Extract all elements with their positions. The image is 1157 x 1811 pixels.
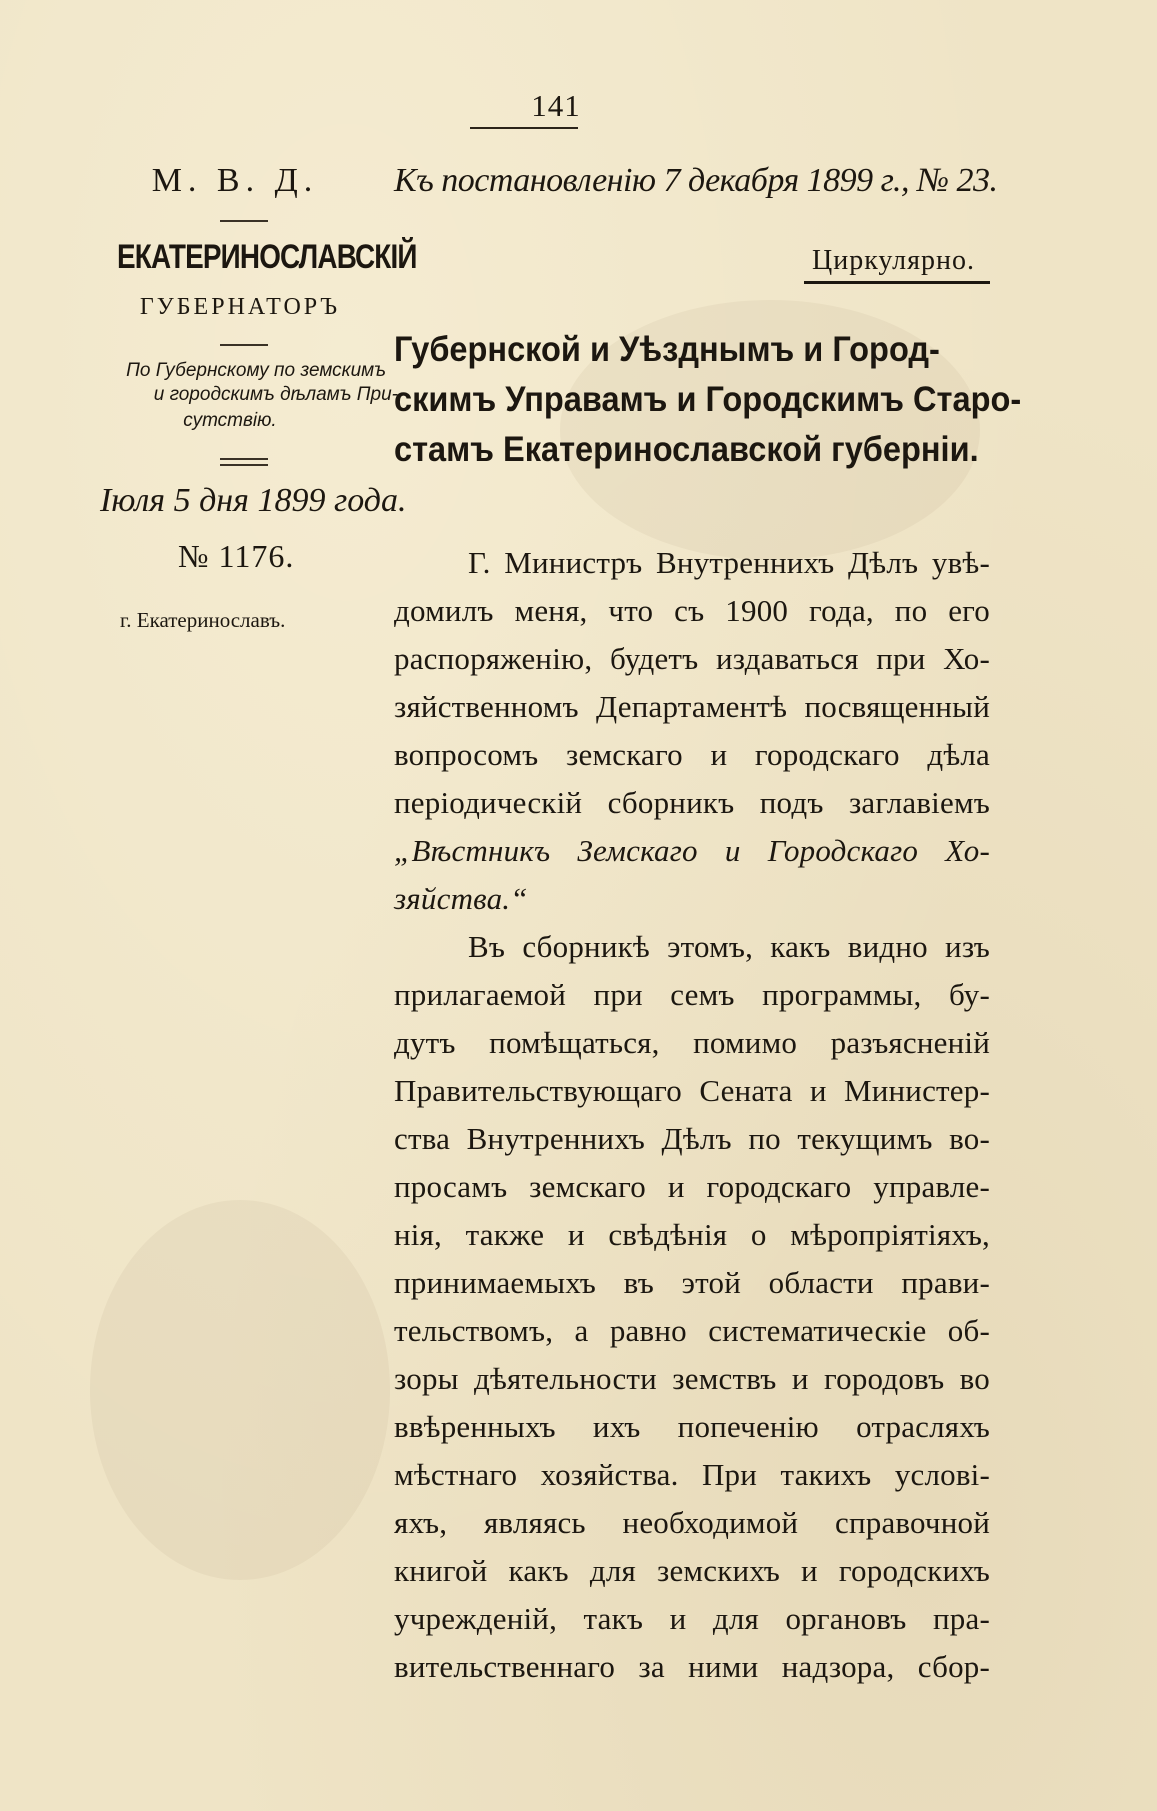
resolution-reference: Къ постановленію 7 декабря 1899 г., № 23.	[394, 162, 998, 199]
divider-rule	[220, 344, 268, 346]
body-line: вопросомъ земскаго и городскаго дѣла	[394, 737, 990, 772]
body-line: тельствомъ, а равно систематическіе об-	[394, 1313, 990, 1348]
department-line: сутствію.	[183, 410, 277, 431]
body-line: „Вѣстникъ Земскаго и Городскаго Хо-	[394, 833, 990, 868]
body-line: нія, также и свѣдѣнія о мѣропріятіяхъ,	[394, 1217, 990, 1252]
body-line: домилъ меня, что съ 1900 года, по его	[394, 593, 990, 628]
body-line: вительственнаго за ними надзора, сбор-	[394, 1649, 990, 1684]
document-city: г. Екатеринославъ.	[120, 608, 286, 632]
body-line: яхъ, являясь необходимой справочной	[394, 1505, 990, 1540]
document-number: № 1176.	[178, 538, 295, 574]
body-line: принимаемыхъ въ этой области прави-	[394, 1265, 990, 1300]
page-number: 141	[531, 88, 581, 123]
body-line: просамъ земскаго и городскаго управле-	[394, 1169, 990, 1204]
body-line: ства Внутреннихъ Дѣлъ по текущимъ во-	[394, 1121, 990, 1156]
body-line: зяйства.“	[394, 881, 528, 916]
body-line: періодическій сборникъ подъ заглавіемъ	[394, 785, 990, 820]
double-rule	[220, 458, 268, 466]
body-line: Въ сборникѣ этомъ, какъ видно изъ	[468, 929, 990, 964]
document-date: Іюля 5 дня 1899 года.	[100, 482, 407, 519]
department-line: По Губернскому по земскимъ	[126, 360, 386, 381]
office-title: ЕКАТЕРИНОСЛАВСКІЙ	[117, 238, 417, 276]
body-line: зоры дѣятельности земствъ и городовъ во	[394, 1361, 990, 1396]
body-line: книгой какъ для земскихъ и городскихъ	[394, 1553, 990, 1588]
circular-label: Циркулярно.	[812, 245, 976, 276]
addressee-line: стамъ Екатеринославской губерніи.	[394, 430, 979, 469]
body-line: распоряженію, будетъ издаваться при Хо-	[394, 641, 990, 676]
ministry-abbreviation: М. В. Д.	[151, 162, 319, 199]
body-line: учрежденій, такъ и для органовъ пра-	[394, 1601, 990, 1636]
body-line: Г. Министръ Внутреннихъ Дѣлъ увѣ-	[468, 545, 990, 580]
body-line: Правительствующаго Сената и Министер-	[394, 1073, 990, 1108]
department-line: и городскимъ дѣламъ При-	[153, 384, 398, 405]
paper-stain	[90, 1200, 390, 1580]
addressee-line: скимъ Управамъ и Городскимъ Старо-	[394, 380, 1022, 419]
body-line: прилагаемой при семъ программы, бу-	[394, 977, 990, 1012]
body-line: мѣстнаго хозяйства. При такихъ услові-	[394, 1457, 990, 1492]
body-line: дутъ помѣщаться, помимо разъясненій	[394, 1025, 990, 1060]
page-number-rule	[470, 127, 578, 129]
addressee-line: Губернской и Уѣзднымъ и Город-	[394, 330, 940, 369]
body-line: зяйственномъ Департаментѣ посвященный	[394, 689, 990, 724]
circular-rule	[804, 281, 990, 284]
governor-title: ГУБЕРНАТОРЪ	[139, 294, 341, 320]
body-line: ввѣренныхъ ихъ попеченію отрасляхъ	[394, 1409, 990, 1444]
divider-rule	[220, 220, 268, 222]
